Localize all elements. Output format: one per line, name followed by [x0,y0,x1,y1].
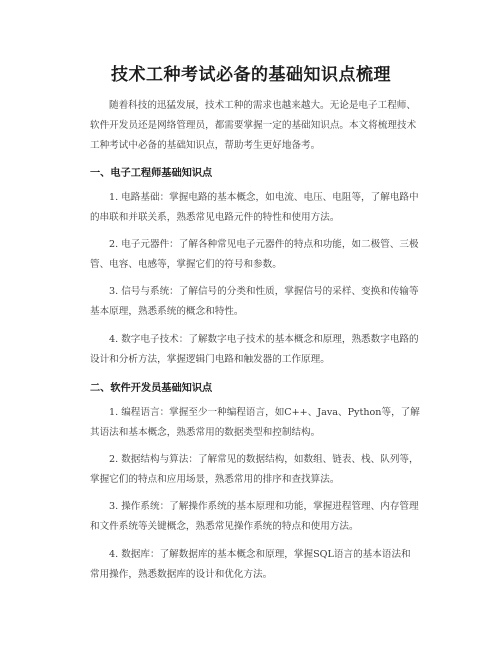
list-item: 4. 数字电子技术：了解数字电子技术的基本概念和原理，熟悉数字电路的设计和分析方法，掌握逻辑门电路和触发器的工作原理。 [90,334,419,365]
list-item: 2. 数据结构与算法：了解常见的数据结构，如数组、链表、栈、队列等，掌握它们的特点和应用场景，熟悉常用的排序和查找算法。 [90,454,419,485]
page-title: 技术工种考试必备的基础知识点梳理 [111,65,391,85]
list-item: 3. 信号与系统：了解信号的分类和性质，掌握信号的采样、变换和传输等基本原理，熟悉系统的概念和特性。 [90,286,419,317]
list-item: 4. 数据库：了解数据库的基本概念和原理，掌握SQL语言的基本语法和常用操作，熟悉数据库的设计和优化方法。 [90,549,411,580]
list-item: 1. 电路基础：掌握电路的基本概念，如电流、电压、电阻等，了解电路中的串联和并联关系，熟悉常见电路元件的特性和使用方法。 [90,192,419,223]
list-item: 3. 操作系统：了解操作系统的基本原理和功能，掌握进程管理、内存管理和文件系统等关键概念，熟悉常见操作系统的特点和使用方法。 [90,501,419,532]
list-item: 1. 编程语言：掌握至少一种编程语言，如C++、Java、Python等，了解其语法和基本概念，熟悉常用的数据类型和控制结构。 [90,407,420,438]
intro-paragraph: 随着科技的迅猛发展，技术工种的需求也越来越大。无论是电子工程师、软件开发员还是网络管理员，都需要掌握一定的基础知识点。本文将梳理技术工种考试中必备的基础知识点，帮助考生更好地备考。 [90,100,417,151]
section-heading-software: 二、软件开发员基础知识点 [90,383,213,394]
list-item: 2. 电子元器件：了解各种常见电子元器件的特点和功能，如二极管、三极管、电容、电感等，掌握它们的符号和参数。 [90,239,419,270]
section-heading-electronics: 一、电子工程师基础知识点 [90,168,213,179]
